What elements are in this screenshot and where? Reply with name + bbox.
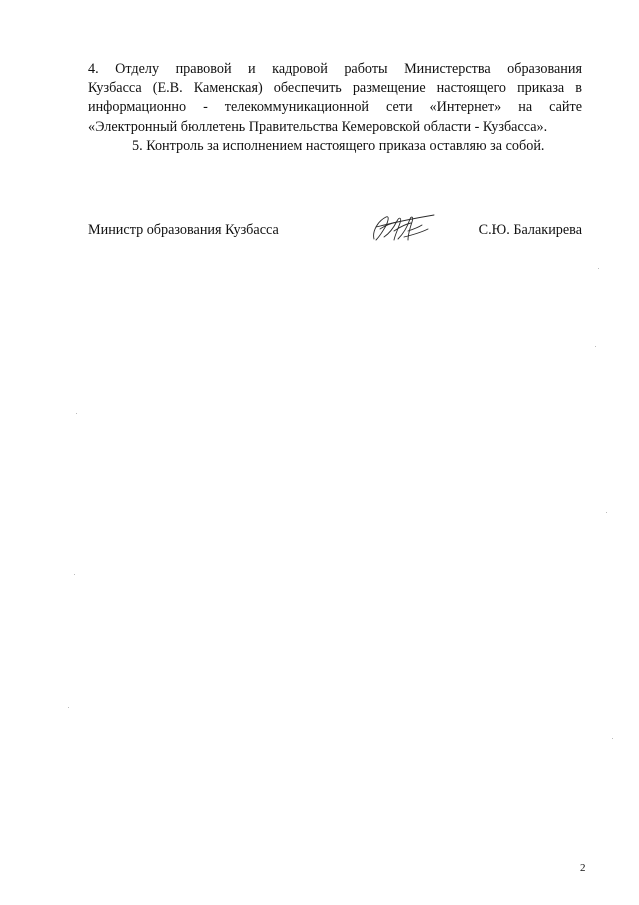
handwritten-signature: [364, 207, 438, 247]
paragraph-4-line-3: информационно - телекоммуникационной сети «Интернет» на сайте: [88, 99, 582, 116]
paragraph-4: [88, 60, 582, 137]
paragraph-4-line-2: Кузбасса (Е.В. Каменская) обеспечить размещение настоящего приказа в: [88, 80, 582, 97]
signature-block: [88, 217, 582, 247]
page-number: 2: [580, 862, 586, 874]
scan-speck: [74, 574, 75, 575]
scan-speck: [68, 707, 69, 708]
document-body: [88, 60, 582, 156]
scan-speck: [76, 413, 77, 414]
scan-speck: [606, 512, 607, 513]
signatory-role: Министр образования Кузбасса: [88, 222, 279, 238]
scan-speck: [598, 268, 599, 269]
paragraph-4-line-1: 4. Отделу правовой и кадровой работы Министерства образования: [88, 61, 582, 77]
signatory-name: С.Ю. Балакирева: [478, 222, 582, 238]
scan-speck: [612, 738, 613, 739]
paragraph-4-line-4: «Электронный бюллетень Правительства Кемеровской области - Кузбасса».: [88, 118, 548, 135]
scan-speck: [595, 346, 596, 347]
paragraph-5: 5. Контроль за исполнением настоящего приказа оставляю за собой.: [132, 137, 545, 154]
